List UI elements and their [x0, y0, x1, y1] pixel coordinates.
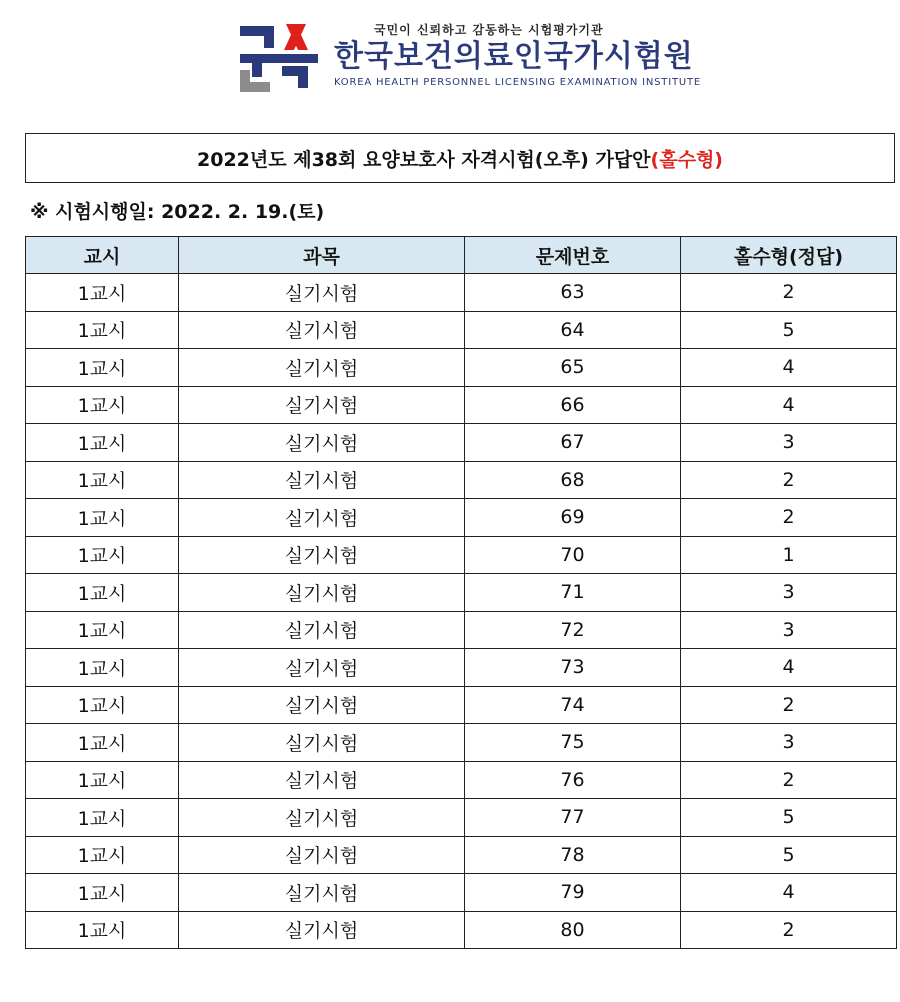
cell-period: 1교시 — [26, 536, 179, 574]
cell-answer: 3 — [681, 724, 897, 762]
cell-answer: 1 — [681, 536, 897, 574]
header-answer: 홀수형(정답) — [681, 237, 897, 274]
institute-logo — [238, 20, 702, 102]
cell-question-number: 73 — [465, 649, 681, 687]
cell-subject: 실기시험 — [179, 611, 465, 649]
table-row — [26, 611, 897, 649]
table-row — [26, 274, 897, 312]
cell-answer: 2 — [681, 686, 897, 724]
title-highlight: (홀수형) — [650, 148, 723, 171]
cell-question-number: 76 — [465, 761, 681, 799]
header-question-number: 문제번호 — [465, 237, 681, 274]
cell-question-number: 72 — [465, 611, 681, 649]
cell-period: 1교시 — [26, 311, 179, 349]
table-row — [26, 424, 897, 462]
cell-answer: 2 — [681, 461, 897, 499]
cell-period: 1교시 — [26, 386, 179, 424]
cell-question-number: 63 — [465, 274, 681, 312]
table-row — [26, 461, 897, 499]
header-subject: 과목 — [179, 237, 465, 274]
cell-subject: 실기시험 — [179, 461, 465, 499]
cell-answer: 3 — [681, 424, 897, 462]
exam-date: ※ 시험시행일: 2022. 2. 19.(토) — [30, 201, 325, 223]
cell-question-number: 65 — [465, 349, 681, 387]
cell-question-number: 75 — [465, 724, 681, 762]
cell-subject: 실기시험 — [179, 574, 465, 612]
title-main: 2022년도 제38회 요양보호사 자격시험(오후) 가답안 — [197, 148, 651, 171]
org-name-korean: 한국보건의료인국가시험원 — [334, 39, 694, 74]
cell-question-number: 68 — [465, 461, 681, 499]
cell-question-number: 71 — [465, 574, 681, 612]
cell-answer: 5 — [681, 836, 897, 874]
cell-period: 1교시 — [26, 424, 179, 462]
cell-answer: 4 — [681, 349, 897, 387]
cell-subject: 실기시험 — [179, 724, 465, 762]
cell-subject: 실기시험 — [179, 499, 465, 537]
cell-period: 1교시 — [26, 911, 179, 949]
cell-subject: 실기시험 — [179, 536, 465, 574]
cell-question-number: 64 — [465, 311, 681, 349]
cell-period: 1교시 — [26, 874, 179, 912]
cell-period: 1교시 — [26, 349, 179, 387]
table-row — [26, 649, 897, 687]
cell-answer: 4 — [681, 874, 897, 912]
cell-answer: 4 — [681, 649, 897, 687]
table-row — [26, 836, 897, 874]
cell-period: 1교시 — [26, 724, 179, 762]
table-row — [26, 574, 897, 612]
cell-period: 1교시 — [26, 649, 179, 687]
cell-answer: 3 — [681, 574, 897, 612]
table-row — [26, 386, 897, 424]
slogan: 국민이 신뢰하고 감동하는 시험평가기관 — [374, 23, 604, 37]
cell-subject: 실기시험 — [179, 274, 465, 312]
org-name-english: KOREA HEALTH PERSONNEL LICENSING EXAMINATION INSTITUTE — [334, 77, 702, 88]
cell-question-number: 69 — [465, 499, 681, 537]
cell-subject: 실기시험 — [179, 424, 465, 462]
cell-subject: 실기시험 — [179, 386, 465, 424]
cell-question-number: 66 — [465, 386, 681, 424]
cell-answer: 2 — [681, 499, 897, 537]
cell-question-number: 77 — [465, 799, 681, 837]
table-row — [26, 536, 897, 574]
cell-subject: 실기시험 — [179, 761, 465, 799]
cell-question-number: 78 — [465, 836, 681, 874]
cell-answer: 5 — [681, 799, 897, 837]
cell-question-number: 80 — [465, 911, 681, 949]
table-row — [26, 724, 897, 762]
cell-period: 1교시 — [26, 686, 179, 724]
cell-period: 1교시 — [26, 799, 179, 837]
cell-subject: 실기시험 — [179, 911, 465, 949]
table-row — [26, 311, 897, 349]
cell-answer: 2 — [681, 274, 897, 312]
cell-answer: 4 — [681, 386, 897, 424]
cell-question-number: 79 — [465, 874, 681, 912]
kuksiwon-logo-mark — [238, 20, 320, 100]
cell-subject: 실기시험 — [179, 874, 465, 912]
cell-period: 1교시 — [26, 836, 179, 874]
cell-answer: 5 — [681, 311, 897, 349]
cell-question-number: 74 — [465, 686, 681, 724]
cell-subject: 실기시험 — [179, 349, 465, 387]
cell-subject: 실기시험 — [179, 686, 465, 724]
table-row — [26, 499, 897, 537]
table-row — [26, 761, 897, 799]
table-body — [26, 274, 897, 949]
cell-period: 1교시 — [26, 499, 179, 537]
cell-answer: 3 — [681, 611, 897, 649]
table-row — [26, 911, 897, 949]
cell-answer: 2 — [681, 911, 897, 949]
cell-period: 1교시 — [26, 761, 179, 799]
cell-subject: 실기시험 — [179, 836, 465, 874]
document-title — [25, 133, 895, 183]
cell-question-number: 67 — [465, 424, 681, 462]
cell-subject: 실기시험 — [179, 799, 465, 837]
table-row — [26, 874, 897, 912]
table-row — [26, 349, 897, 387]
table-row — [26, 799, 897, 837]
answer-table — [25, 236, 897, 949]
cell-period: 1교시 — [26, 461, 179, 499]
cell-period: 1교시 — [26, 274, 179, 312]
table-header-row — [26, 237, 897, 274]
cell-subject: 실기시험 — [179, 649, 465, 687]
cell-question-number: 70 — [465, 536, 681, 574]
cell-subject: 실기시험 — [179, 311, 465, 349]
cell-period: 1교시 — [26, 574, 179, 612]
header-period: 교시 — [26, 237, 179, 274]
cell-answer: 2 — [681, 761, 897, 799]
cell-period: 1교시 — [26, 611, 179, 649]
logo-text-block — [334, 22, 702, 90]
table-row — [26, 686, 897, 724]
